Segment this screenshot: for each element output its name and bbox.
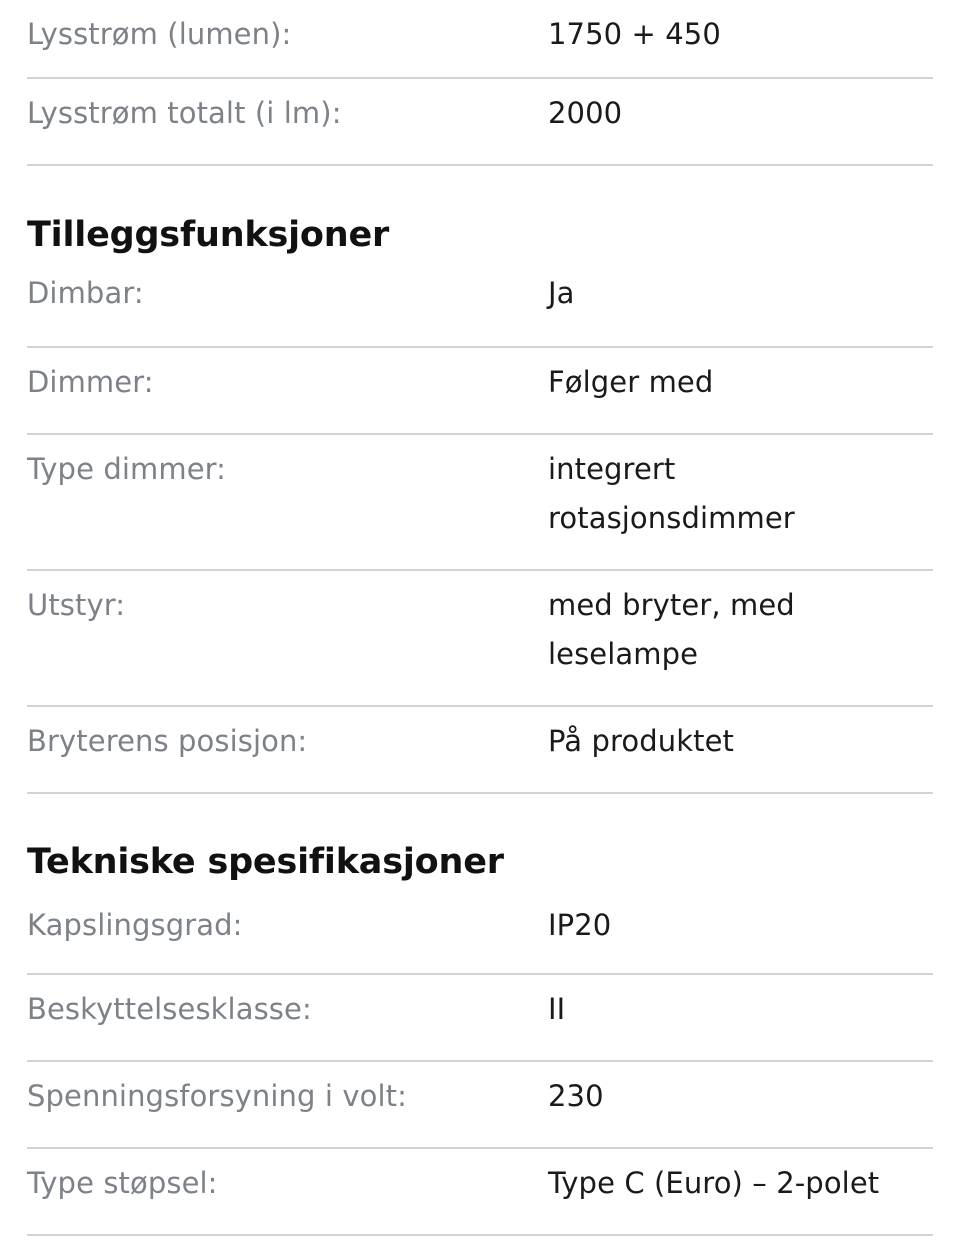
spec-label: Beskyttelsesklasse: bbox=[27, 992, 312, 1026]
spec-row-spenningsforsyning bbox=[27, 1062, 933, 1149]
spec-row-kapslingsgrad bbox=[27, 889, 933, 975]
spec-label: Dimbar: bbox=[27, 276, 144, 310]
spec-row-dimmer bbox=[27, 348, 933, 435]
spec-row-beskyttelsesklasse bbox=[27, 975, 933, 1062]
spec-label: Bryterens posisjon: bbox=[27, 724, 308, 758]
spec-value: integrert rotasjonsdimmer bbox=[548, 452, 795, 535]
spec-row-dimbar bbox=[27, 269, 933, 348]
spec-value: 230 bbox=[548, 1079, 604, 1113]
spec-label: Type dimmer: bbox=[27, 452, 227, 486]
spec-label: Spenningsforsyning i volt: bbox=[27, 1079, 407, 1113]
spec-table bbox=[27, 0, 933, 1236]
spec-label: Utstyr: bbox=[27, 588, 126, 622]
spec-value: Type C (Euro) – 2-polet bbox=[548, 1166, 880, 1200]
spec-value: II bbox=[548, 992, 566, 1026]
spec-row-bryterens-posisjon bbox=[27, 707, 933, 794]
spec-value: 2000 bbox=[548, 96, 623, 130]
spec-value: Følger med bbox=[548, 365, 714, 399]
section-heading-tilleggsfunksjoner: Tilleggsfunksjoner bbox=[27, 215, 390, 255]
spec-value: 1750 + 450 bbox=[548, 17, 721, 51]
spec-value: På produktet bbox=[548, 724, 734, 758]
spec-row-utstyr bbox=[27, 571, 933, 707]
spec-value: IP20 bbox=[548, 908, 612, 942]
spec-label: Kapslingsgrad: bbox=[27, 908, 243, 942]
section-heading-tekniske-spesifikasjoner: Tekniske spesifikasjoner bbox=[27, 842, 504, 882]
spec-label: Lysstrøm totalt (i lm): bbox=[27, 96, 342, 130]
spec-row-type-stopsel bbox=[27, 1149, 933, 1236]
spec-label: Dimmer: bbox=[27, 365, 154, 399]
spec-label: Lysstrøm (lumen): bbox=[27, 17, 292, 51]
spec-row-type-dimmer bbox=[27, 435, 933, 571]
spec-value: med bryter, med leselampe bbox=[548, 588, 795, 671]
spec-value: Ja bbox=[548, 276, 575, 310]
spec-label: Type støpsel: bbox=[27, 1166, 218, 1200]
spec-row-lysstrom-lumen bbox=[27, 0, 933, 79]
spec-row-lysstrom-totalt bbox=[27, 79, 933, 166]
